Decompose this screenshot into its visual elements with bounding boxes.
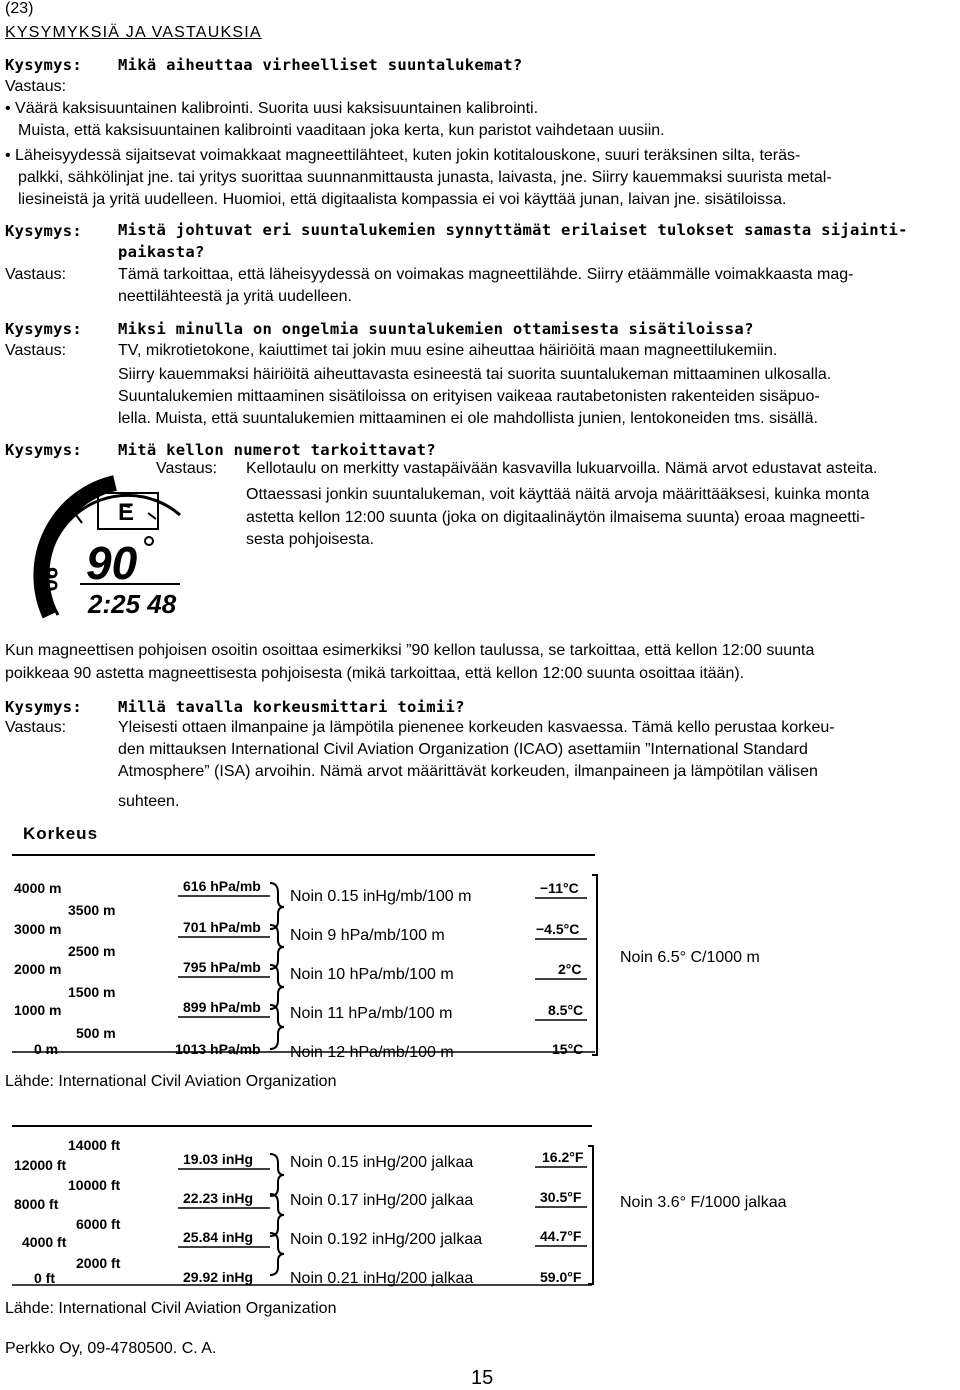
question-text: paikasta? bbox=[118, 243, 205, 261]
temperature-lapse: Noin 6.5° C/1000 m bbox=[620, 949, 760, 966]
answer-line: Kellotaulu on merkitty vastapäivään kasvavilla lukuarvoilla. Nämä arvot edustavat asteita. bbox=[246, 460, 878, 477]
question-label: Kysymys: bbox=[5, 222, 83, 240]
answer-line: sesta pohjoisesta. bbox=[246, 531, 375, 548]
pressure-rate: Noin 0.17 inHg/200 jalkaa bbox=[290, 1192, 474, 1209]
pressure-rate: Noin 10 hPa/mb/100 m bbox=[290, 966, 454, 983]
page-ref: (23) bbox=[5, 0, 34, 17]
pressure-value: 616 hPa/mb bbox=[183, 878, 261, 894]
pressure-value: 22.23 inHg bbox=[183, 1190, 254, 1206]
temperature-value: −4.5°C bbox=[536, 921, 580, 937]
pressure-rate: Noin 0.21 inHg/200 jalkaa bbox=[290, 1270, 474, 1287]
company-footer: Perkko Oy, 09-4780500. C. A. bbox=[5, 1340, 217, 1357]
temperature-value: 15°C bbox=[552, 1041, 584, 1057]
answer-label: Vastaus: bbox=[5, 266, 67, 283]
answer-line: astetta kellon 12:00 suunta (joka on digitaalinäytön ilmaisema suunta) eroaa magneetti- bbox=[246, 509, 866, 526]
pressure-value: 795 hPa/mb bbox=[183, 959, 261, 975]
pressure-value: 701 hPa/mb bbox=[183, 919, 261, 935]
temperature-bracket bbox=[588, 1146, 593, 1284]
pressure-value: 29.92 inHg bbox=[183, 1269, 254, 1285]
degrees-display: 90 bbox=[86, 537, 138, 589]
altitude-minor: 1500 m bbox=[68, 984, 116, 1000]
altitude-major: 0 ft bbox=[34, 1270, 55, 1286]
note-line: Kun magneettisen pohjoisen osoitin osoittaa esimerkiksi ”90 kellon taulussa, se tarkoittaa, että kellon 12:00 suunta bbox=[5, 642, 815, 659]
source-note: Lähde: International Civil Aviation Organization bbox=[5, 1073, 337, 1090]
altitude-major: 0 m bbox=[34, 1041, 59, 1057]
altitude-minor: 3500 m bbox=[68, 902, 116, 918]
question-label: Kysymys: bbox=[5, 698, 83, 716]
altitude-minor: 2500 m bbox=[68, 943, 116, 959]
altitude-minor: 6000 ft bbox=[76, 1216, 121, 1232]
altitude-minor: 10000 ft bbox=[68, 1177, 121, 1193]
answer-line: Suuntalukemien mittaaminen sisätiloissa on erityisen vaikeaa rautabetonisten rakenteiden sisäpuo- bbox=[118, 388, 820, 405]
section-title: KYSYMYKSIÄ JA VASTAUKSIA bbox=[5, 24, 262, 41]
answer-line: TV, mikrotietokone, kaiuttimet tai jokin muu esine aiheuttaa häiriöitä maan magneettilukemiin. bbox=[118, 342, 778, 359]
question-text: Mikä aiheuttaa virheelliset suuntalukemat? bbox=[118, 56, 523, 74]
temperature-lapse: Noin 3.6° F/1000 jalkaa bbox=[620, 1194, 787, 1211]
temperature-value: 30.5°F bbox=[540, 1189, 582, 1205]
time-display: 2:25 48 bbox=[88, 589, 177, 619]
temperature-value: 44.7°F bbox=[540, 1228, 582, 1244]
answer-label: Vastaus: bbox=[156, 460, 218, 477]
source-note: Lähde: International Civil Aviation Organization bbox=[5, 1300, 337, 1317]
watch-display-illustration bbox=[20, 475, 195, 620]
answer-line: Tämä tarkoittaa, että läheisyydessä on voimakas magneettilähde. Siirry etäämmälle voimakkaasta mag- bbox=[118, 266, 854, 283]
answer-line: lella. Muista, että suuntalukemien mittaaminen ei ole mahdollista junien, lentokoneiden tms. sisällä. bbox=[118, 410, 818, 427]
answer-line: liesineistä ja yritä uudelleen. Huomioi, että digitaalista kompassia ei voi käyttää junan, laivan jne. sisätiloissa. bbox=[18, 191, 787, 208]
pressure-rate: Noin 11 hPa/mb/100 m bbox=[290, 1005, 453, 1022]
answer-line: Muista, että kaksisuuntainen kalibrointi vaaditaan joka kerta, kun paristot vaihdetaan uusiin. bbox=[18, 122, 665, 139]
altitude-major: 8000 ft bbox=[14, 1196, 59, 1212]
altitude-minor: 500 m bbox=[76, 1025, 116, 1041]
temperature-value: 2°C bbox=[558, 961, 582, 977]
imperial-altitude-table bbox=[0, 1118, 960, 1293]
answer-label: Vastaus: bbox=[5, 78, 67, 95]
altitude-major: 4000 ft bbox=[22, 1234, 67, 1250]
question-label: Kysymys: bbox=[5, 56, 83, 74]
altitude-major: 4000 m bbox=[14, 880, 62, 896]
pressure-rate: Noin 0.15 inHg/mb/100 m bbox=[290, 888, 472, 905]
answer-line: suhteen. bbox=[118, 793, 180, 810]
pressure-value: 19.03 inHg bbox=[183, 1151, 254, 1167]
page-number: 15 bbox=[471, 1367, 494, 1389]
question-text: Miksi minulla on ongelmia suuntalukemien ottamisesta sisätiloissa? bbox=[118, 320, 754, 338]
answer-line: Yleisesti ottaen ilmanpaine ja lämpötila pienenee korkeuden kasvaessa. Tämä kello perustaa korkeu- bbox=[118, 719, 835, 736]
pressure-rate: Noin 0.15 inHg/200 jalkaa bbox=[290, 1154, 474, 1171]
answer-line: neettilähteestä ja yritä uudelleen. bbox=[118, 288, 352, 305]
altitude-major: 12000 ft bbox=[14, 1157, 67, 1173]
bezel-ticks bbox=[76, 505, 156, 523]
bezel-number: 90 bbox=[37, 567, 62, 592]
altitude-major: 3000 m bbox=[14, 921, 62, 937]
answer-line: • Väärä kaksisuuntainen kalibrointi. Suorita uusi kaksisuuntainen kalibrointi. bbox=[5, 100, 539, 117]
pressure-rate: Noin 12 hPa/mb/100 m bbox=[290, 1044, 454, 1060]
answer-line: Siirry kauemmaksi häiriöitä aiheuttavasta esineestä tai suorita suuntalukeman mittaaminen ulkosalla. bbox=[118, 366, 832, 383]
altitude-major: 1000 m bbox=[14, 1002, 62, 1018]
temperature-value: 8.5°C bbox=[548, 1002, 584, 1018]
answer-line: • Läheisyydessä sijaitsevat voimakkaat magneettilähteet, kuten jokin kotitalouskone, suuri teräksinen silta, teräs- bbox=[5, 147, 801, 164]
pressure-value: 899 hPa/mb bbox=[183, 999, 261, 1015]
degree-symbol-icon bbox=[145, 537, 153, 545]
altitude-heading: Korkeus bbox=[23, 824, 99, 843]
answer-line: palkki, sähkölinjat jne. tai yritys suorittaa suunnanmittausta junasta, laivasta, jne. Siirry kauemmaksi suurista metal- bbox=[18, 169, 832, 186]
temperature-bracket bbox=[592, 875, 597, 1055]
note-line: poikkeaa 90 astetta magneettisesta pohjoisesta (mikä tarkoittaa, että kellon 12:00 suunta osoittaa itään). bbox=[5, 665, 745, 682]
pressure-value: 1013 hPa/mb bbox=[175, 1041, 261, 1057]
pressure-braces bbox=[270, 1154, 284, 1275]
direction-letter: E bbox=[118, 499, 135, 526]
question-label: Kysymys: bbox=[5, 441, 83, 459]
metric-altitude-table bbox=[0, 845, 960, 1060]
pressure-value: 25.84 inHg bbox=[183, 1229, 254, 1245]
question-label: Kysymys: bbox=[5, 320, 83, 338]
pressure-rate: Noin 0.192 inHg/200 jalkaa bbox=[290, 1231, 483, 1248]
temperature-value: 16.2°F bbox=[542, 1149, 584, 1165]
temperature-value: −11°C bbox=[540, 880, 579, 896]
altitude-major: 2000 m bbox=[14, 961, 62, 977]
answer-label: Vastaus: bbox=[5, 719, 67, 736]
question-text: Millä tavalla korkeusmittari toimii? bbox=[118, 698, 465, 716]
altitude-minor: 2000 ft bbox=[76, 1255, 121, 1271]
temperature-value: 59.0°F bbox=[540, 1269, 582, 1285]
answer-label: Vastaus: bbox=[5, 342, 67, 359]
answer-line: den mittauksen International Civil Aviation Organization (ICAO) asettamiin ”International Standard bbox=[118, 741, 808, 758]
answer-line: Atmosphere” (ISA) arvoihin. Nämä arvot määrittävät korkeuden, ilmanpaineen ja lämpötilan välisen bbox=[118, 763, 818, 780]
question-text: Mitä kellon numerot tarkoittavat? bbox=[118, 441, 436, 459]
pressure-rate: Noin 9 hPa/mb/100 m bbox=[290, 927, 445, 944]
question-text: Mistä johtuvat eri suuntalukemien synnyttämät erilaiset tulokset samasta sijainti- bbox=[118, 221, 908, 239]
altitude-minor: 14000 ft bbox=[68, 1137, 121, 1153]
answer-line: Ottaessasi jonkin suuntalukeman, voit käyttää näitä arvoja määrittääksesi, kuinka monta bbox=[246, 486, 870, 503]
pressure-braces bbox=[270, 883, 284, 1049]
